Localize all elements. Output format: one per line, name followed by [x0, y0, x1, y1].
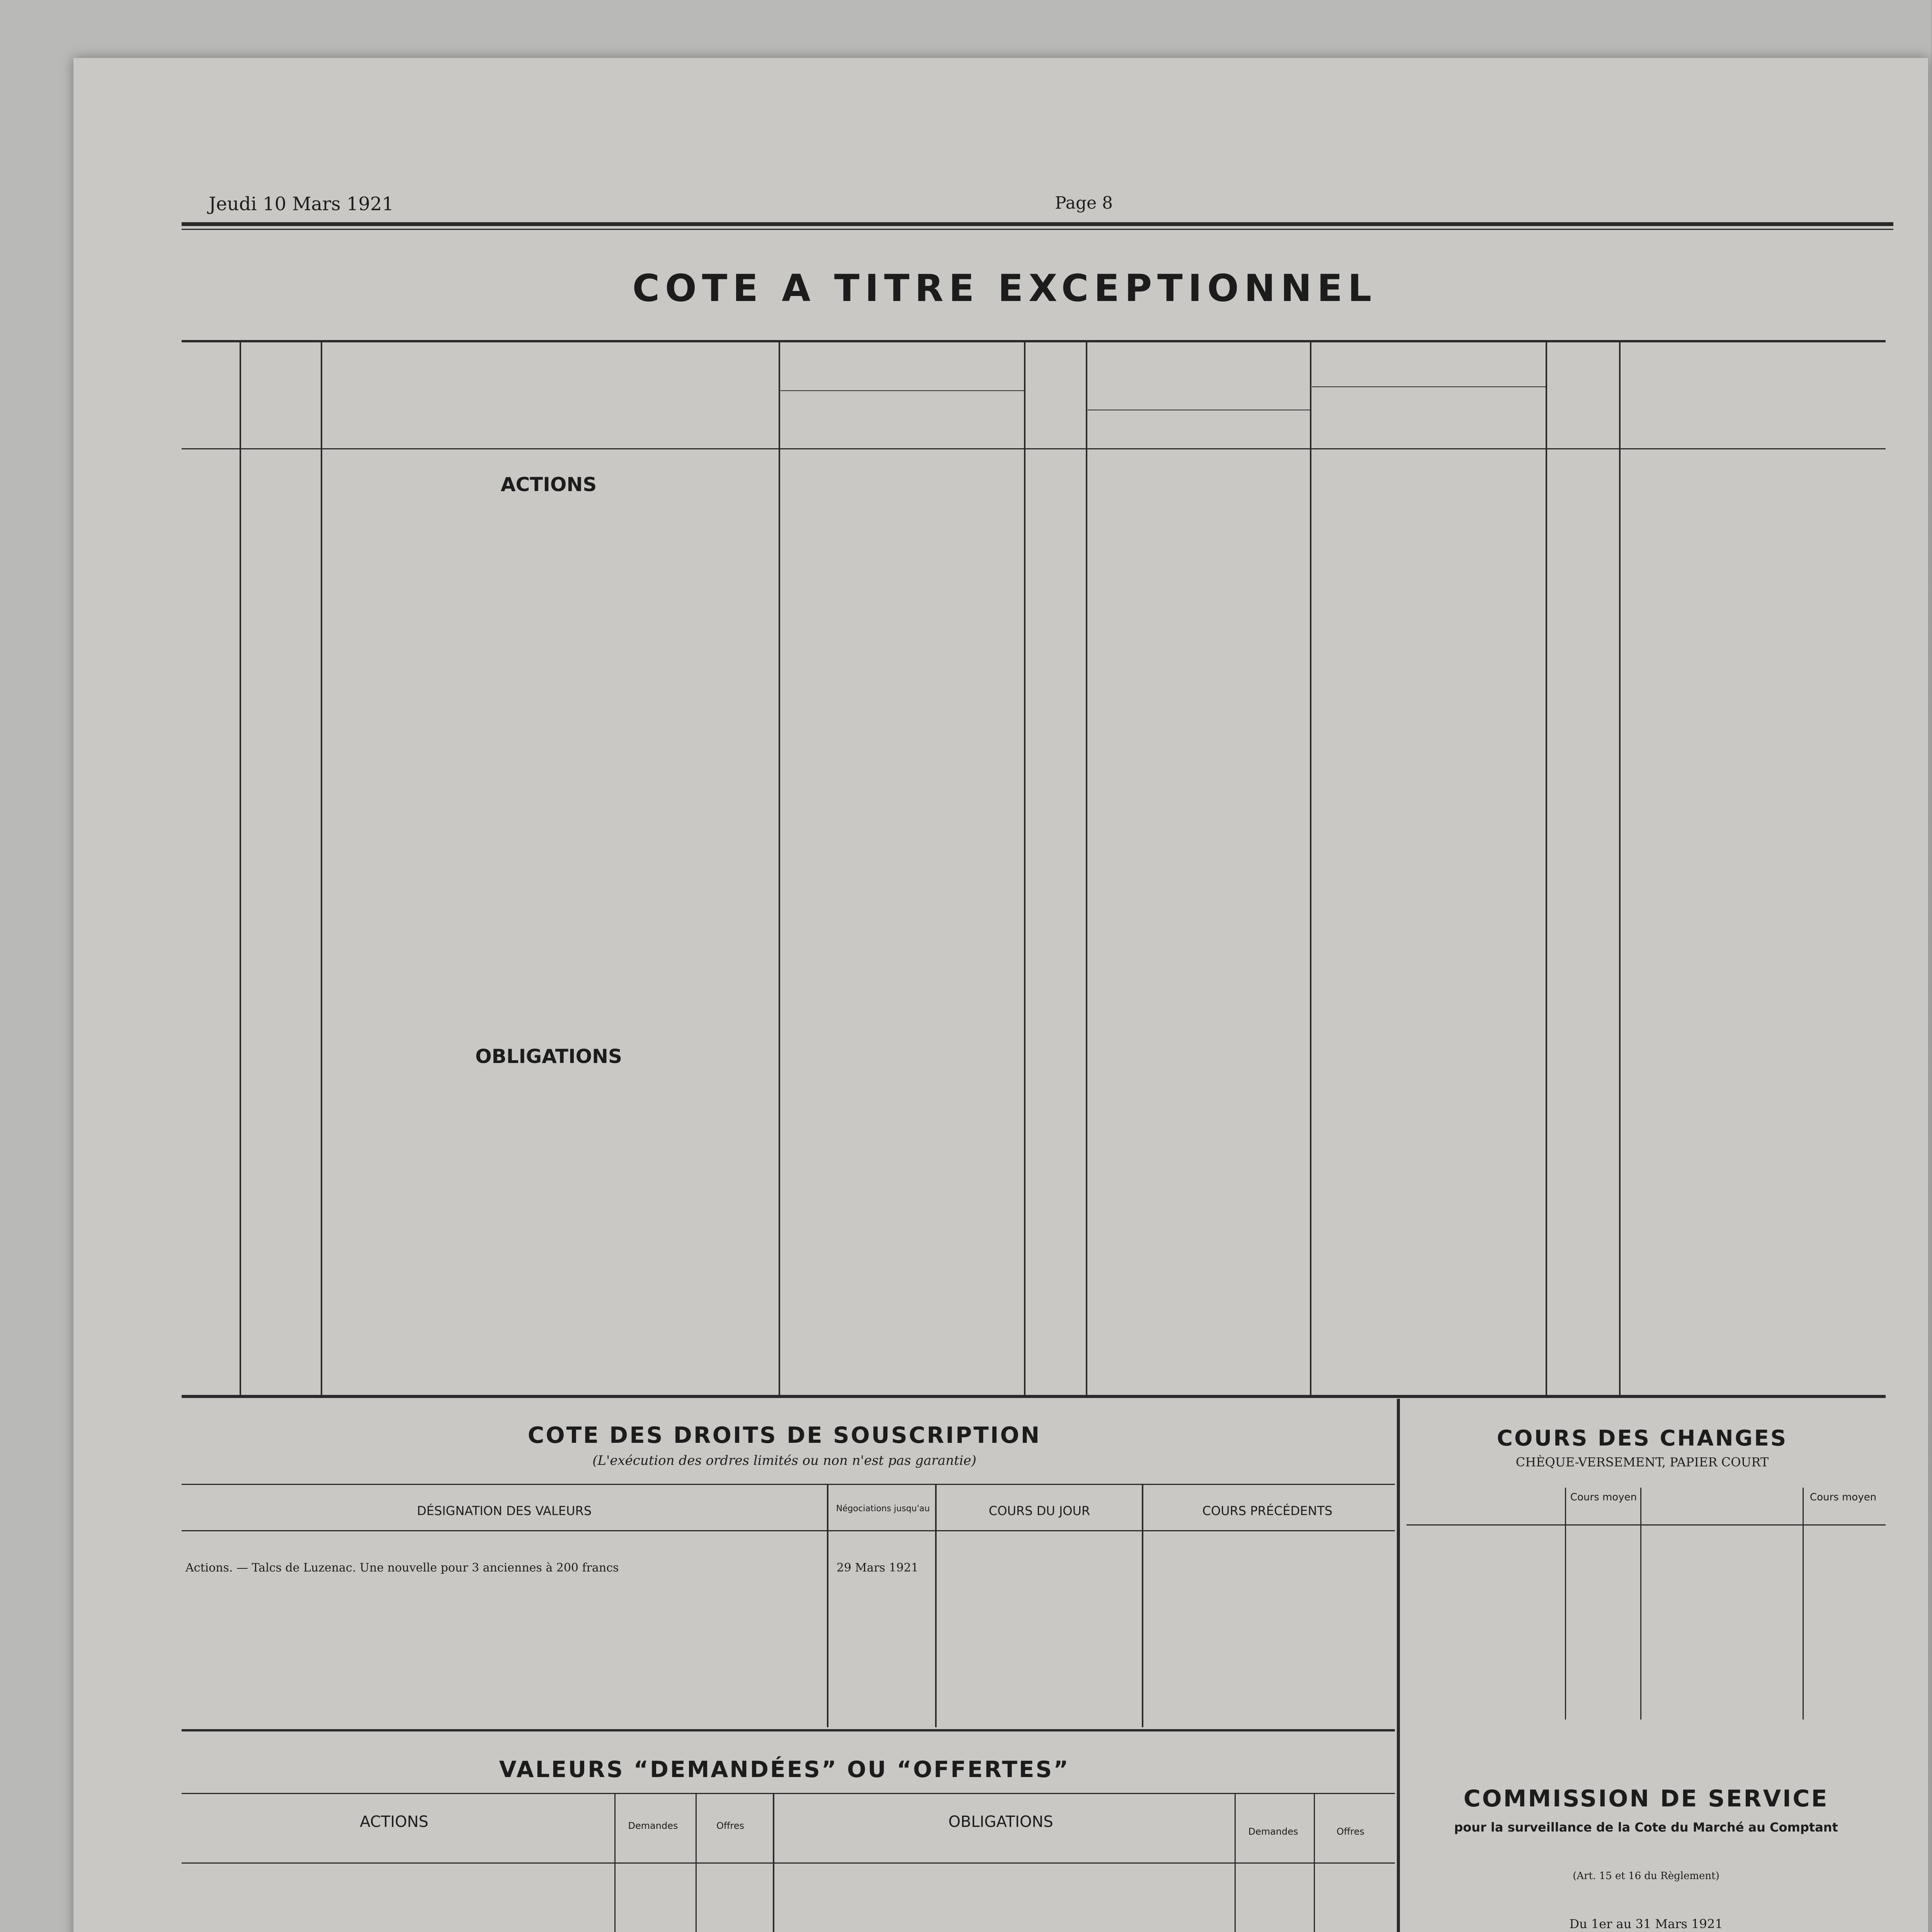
cote-vline-1	[321, 340, 322, 1395]
droits-col-cours: COURS DU JOUR	[988, 1503, 1090, 1518]
demandees-title: VALEURS “DEMANDÉES” OU “OFFERTES”	[499, 1756, 1070, 1782]
droits-title: COTE DES DROITS DE SOUSCRIPTION	[527, 1422, 1041, 1448]
droits-rule-bottom	[182, 1729, 1395, 1731]
cote-vline-5	[1310, 340, 1311, 1395]
changes-vline-3	[1803, 1488, 1804, 1719]
demandees-col-d1: Demandes	[628, 1820, 678, 1831]
cote-vline-3	[1024, 340, 1026, 1395]
cote-vline-2	[779, 340, 780, 1395]
droits-vline-1	[827, 1484, 828, 1727]
droits-col-designation: DÉSIGNATION DES VALEURS	[417, 1503, 592, 1518]
page-date: Jeudi 10 Mars 1921	[209, 193, 394, 215]
commission-title: COMMISSION DE SERVICE	[1463, 1785, 1829, 1812]
cote-vline-0	[240, 340, 241, 1395]
demandees-col-o2: Offres	[1336, 1826, 1365, 1837]
demandees-rule-top	[182, 1793, 1395, 1794]
droits-subtitle: (L'exécution des ordres limités ou non n'est pas garantie)	[592, 1453, 976, 1468]
cote-bottom-rule	[182, 1395, 1886, 1398]
header-rule	[182, 222, 1893, 226]
droits-rule-mid	[182, 1530, 1395, 1531]
coupons-subheader-rule	[1312, 386, 1546, 387]
changes-subtitle: CHÈQUE-VERSEMENT, PAPIER COURT	[1515, 1455, 1769, 1469]
actions-heading: ACTIONS	[500, 473, 597, 496]
droits-rule-top	[182, 1484, 1395, 1485]
droits-row-text: Actions. — Talcs de Luzenac. Une nouvelle pour 3 anciennes à 200 francs	[185, 1561, 619, 1575]
dem-vline-4	[1235, 1793, 1236, 1932]
table-top-rule	[182, 340, 1886, 342]
changes-vline-2	[1640, 1488, 1641, 1719]
mid-separator	[1397, 1399, 1400, 1932]
changes-title: COURS DES CHANGES	[1497, 1426, 1788, 1451]
dem-vline-3	[773, 1793, 774, 1932]
droits-vline-2	[935, 1484, 937, 1727]
droits-col-negociations: Négociations jusqu'au	[836, 1504, 930, 1514]
changes-rule	[1406, 1524, 1886, 1526]
demandees-col-d2: Demandes	[1248, 1826, 1298, 1837]
page-number: Page 8	[1055, 193, 1113, 213]
obligations-heading: OBLIGATIONS	[475, 1045, 622, 1068]
cote-vline-6	[1546, 340, 1547, 1395]
changes-col-right: Cours moyen	[1810, 1492, 1877, 1503]
droits-col-precedents: COURS PRÉCÉDENTS	[1202, 1503, 1333, 1518]
newspaper-page	[73, 58, 1928, 1932]
commission-period-1: Du 1er au 31 Mars 1921	[1569, 1917, 1723, 1931]
cote-header-bottom-rule	[182, 448, 1886, 449]
demandees-rule-mid	[182, 1862, 1395, 1864]
dem-vline-2	[696, 1793, 697, 1932]
dem-vline-1	[614, 1793, 616, 1932]
cours-subheader-rule	[781, 390, 1024, 391]
cote-vline-4	[1086, 340, 1087, 1395]
cote-vline-7	[1619, 340, 1621, 1395]
droits-vline-3	[1142, 1484, 1143, 1727]
header-rule-thin	[182, 229, 1893, 230]
changes-vline-1	[1565, 1488, 1566, 1719]
commission-articles: (Art. 15 et 16 du Règlement)	[1573, 1870, 1719, 1882]
droits-row-date: 29 Mars 1921	[837, 1561, 918, 1575]
dem-vline-5	[1314, 1793, 1315, 1932]
demandees-obligations-label: OBLIGATIONS	[948, 1813, 1053, 1831]
commission-subtitle: pour la surveillance de la Cote du Marché au Comptant	[1454, 1820, 1838, 1835]
cote-title: COTE A TITRE EXCEPTIONNEL	[632, 267, 1377, 310]
demandees-col-o1: Offres	[716, 1820, 745, 1831]
observations-column	[1650, 742, 1866, 752]
demandees-actions-label: ACTIONS	[360, 1813, 429, 1831]
changes-col-left: Cours moyen	[1570, 1492, 1637, 1503]
